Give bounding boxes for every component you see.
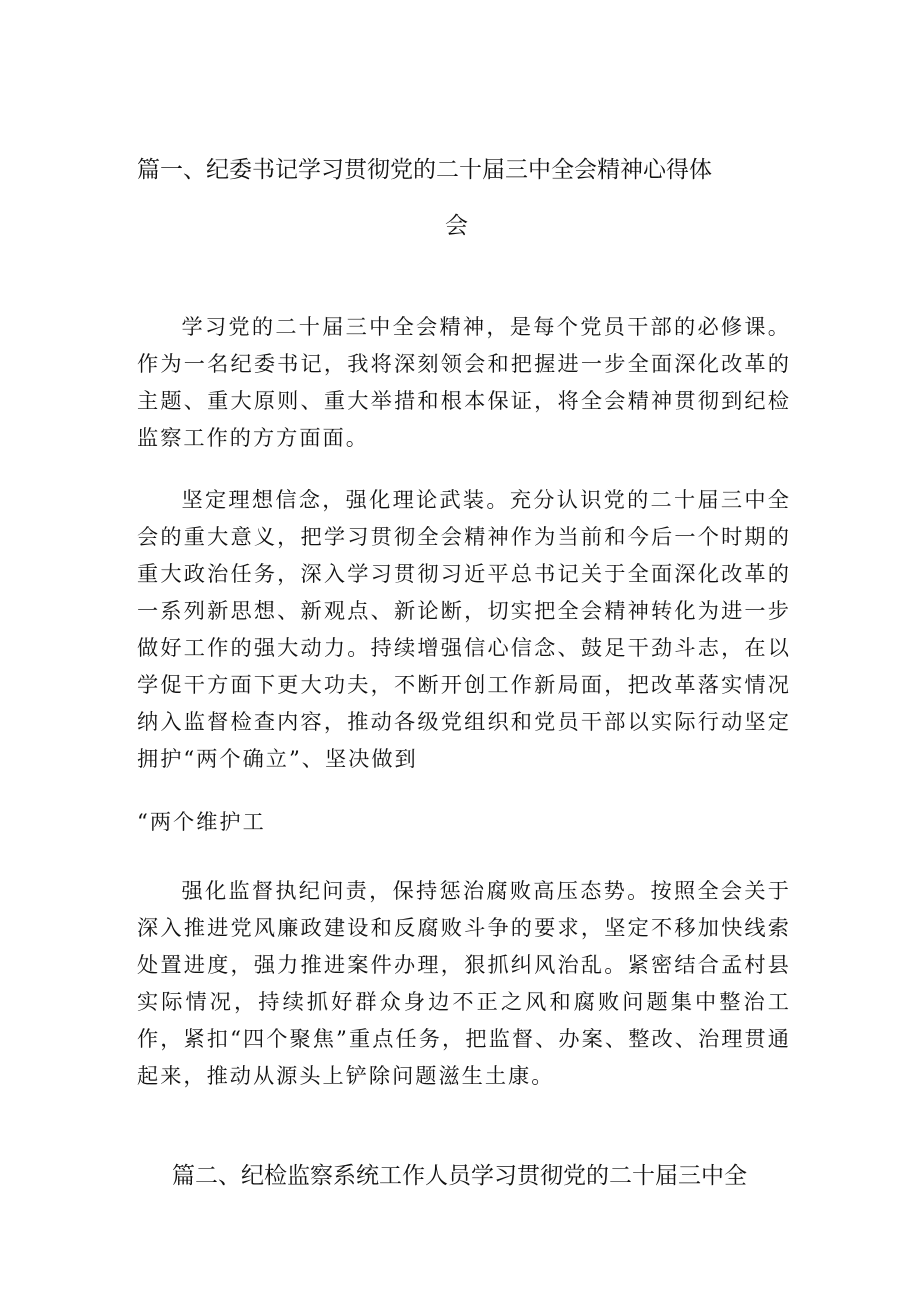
paragraph-4-block	[137, 872, 791, 1094]
section1-title-line1: 篇一、纪委书记学习贯彻党的二十届三中全会精神心得体	[137, 157, 712, 183]
section1-title-line2: 会	[445, 213, 468, 239]
paragraph-1: 学习党的二十届三中全会精神，是每个党员干部的必修课。作为一名纪委书记，我将深刻领会和把握进一步全面深化改革的主题、重大原则、重大举措和根本保证，将全会精神贯彻到纪检监察工作的方方面面。	[137, 314, 791, 450]
paragraph-3-block	[137, 803, 791, 840]
paragraph-3: “两个维护工	[137, 809, 266, 834]
paragraph-4: 强化监督执纪问责，保持惩治腐败高压态势。按照全会关于深入推进党风廉政建设和反腐败斗争的要求，坚定不移加快线索处置进度，强力推进案件办理，狠抓纠风治乱。紧密结合孟村县实际情况，持续抓好群众身边不正之风和腐败问题集中整治工作，紧扣“四个聚焦”重点任务，把监督、办案、整改、治理贯通起来，推动从源头上铲除问题滋生土康。	[137, 878, 791, 1088]
paragraph-1-block	[137, 308, 791, 456]
paragraph-2-block	[137, 481, 791, 777]
paragraph-2: 坚定理想信念，强化理论武装。充分认识党的二十届三中全会的重大意义，把学习贯彻全会精神作为当前和今后一个时期的重大政治任务，深入学习贯彻习近平总书记关于全面深化改革的一系列新思想、新观点、新论断，切实把全会精神转化为进一步做好工作的强大动力。持续增强信心信念、鼓足干劲斗志，在以学促干方面下更大功夫，不断开创工作新局面，把改革落实情况纳入监督检查内容，推动各级党组织和党员干部以实际行动坚定拥护“两个确立”、坚决做到	[137, 487, 791, 771]
section2-title-line1: 篇二、纪检监察系统工作人员学习贯彻党的二十届三中全	[172, 1163, 747, 1189]
